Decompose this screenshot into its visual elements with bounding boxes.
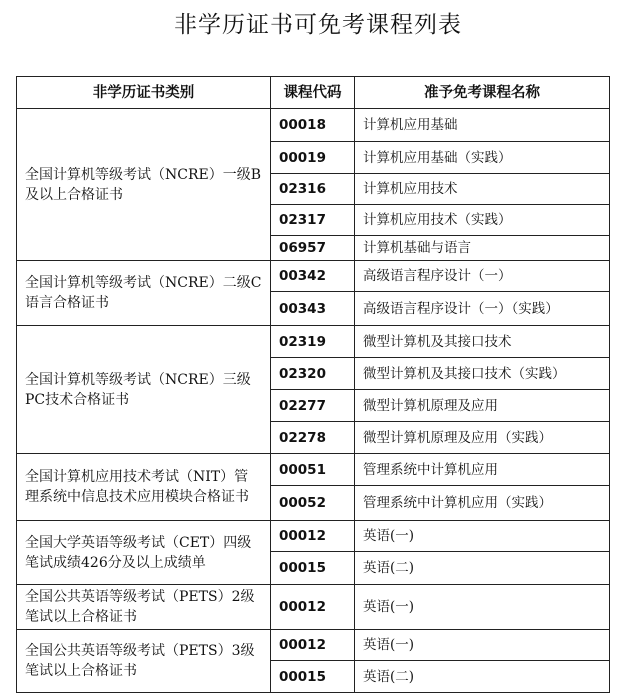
course-name: 英语(二) (355, 552, 610, 585)
category-cell: 全国大学英语等级考试（CET）四级笔试成绩426分及以上成绩单 (17, 521, 271, 585)
category-cell: 全国公共英语等级考试（PETS）2级笔试以上合格证书 (17, 585, 271, 630)
course-name: 计算机应用基础（实践） (355, 142, 610, 174)
course-code: 00015 (271, 552, 355, 585)
table-row (17, 261, 610, 292)
category-cell: 全国计算机应用技术考试（NIT）管理系统中信息技术应用模块合格证书 (17, 454, 271, 521)
course-name: 高级语言程序设计（一） (355, 261, 610, 292)
course-code: 00018 (271, 109, 355, 142)
table-row (17, 326, 610, 358)
course-code: 06957 (271, 236, 355, 261)
course-code: 02316 (271, 174, 355, 205)
course-name: 微型计算机及其接口技术 (355, 326, 610, 358)
course-code: 02319 (271, 326, 355, 358)
course-name: 高级语言程序设计（一）（实践） (355, 292, 610, 326)
course-code: 02320 (271, 358, 355, 390)
header-code: 课程代码 (271, 77, 355, 109)
course-name: 英语(一) (355, 630, 610, 661)
header-category: 非学历证书类别 (17, 77, 271, 109)
course-code: 00343 (271, 292, 355, 326)
course-code: 00012 (271, 521, 355, 552)
course-code: 02277 (271, 390, 355, 422)
course-code: 02317 (271, 205, 355, 236)
course-code: 00015 (271, 661, 355, 693)
course-name: 微型计算机原理及应用（实践） (355, 422, 610, 454)
course-name: 英语(二) (355, 661, 610, 693)
course-name: 计算机应用技术 (355, 174, 610, 205)
course-code: 00012 (271, 630, 355, 661)
category-cell: 全国计算机等级考试（NCRE）一级B及以上合格证书 (17, 109, 271, 261)
course-code: 00051 (271, 454, 355, 486)
course-code: 02278 (271, 422, 355, 454)
table-row (17, 585, 610, 630)
category-cell: 全国计算机等级考试（NCRE）三级PC技术合格证书 (17, 326, 271, 454)
table-header-row (17, 77, 610, 109)
page-title: 非学历证书可免考课程列表 (174, 12, 462, 38)
course-name: 微型计算机原理及应用 (355, 390, 610, 422)
course-name: 管理系统中计算机应用（实践） (355, 486, 610, 521)
course-code: 00342 (271, 261, 355, 292)
course-name: 计算机基础与语言 (355, 236, 610, 261)
course-code: 00019 (271, 142, 355, 174)
course-name: 计算机应用技术（实践） (355, 205, 610, 236)
header-name: 准予免考课程名称 (355, 77, 610, 109)
course-name: 计算机应用基础 (355, 109, 610, 142)
course-name: 管理系统中计算机应用 (355, 454, 610, 486)
course-code: 00012 (271, 585, 355, 630)
course-code: 00052 (271, 486, 355, 521)
table-row (17, 454, 610, 486)
table-row (17, 630, 610, 661)
exemption-table (16, 76, 610, 693)
course-name: 英语(一) (355, 521, 610, 552)
category-cell: 全国公共英语等级考试（PETS）3级笔试以上合格证书 (17, 630, 271, 693)
table-row (17, 521, 610, 552)
category-cell: 全国计算机等级考试（NCRE）二级C语言合格证书 (17, 261, 271, 326)
table-row (17, 109, 610, 142)
course-name: 英语(一) (355, 585, 610, 630)
course-name: 微型计算机及其接口技术（实践） (355, 358, 610, 390)
